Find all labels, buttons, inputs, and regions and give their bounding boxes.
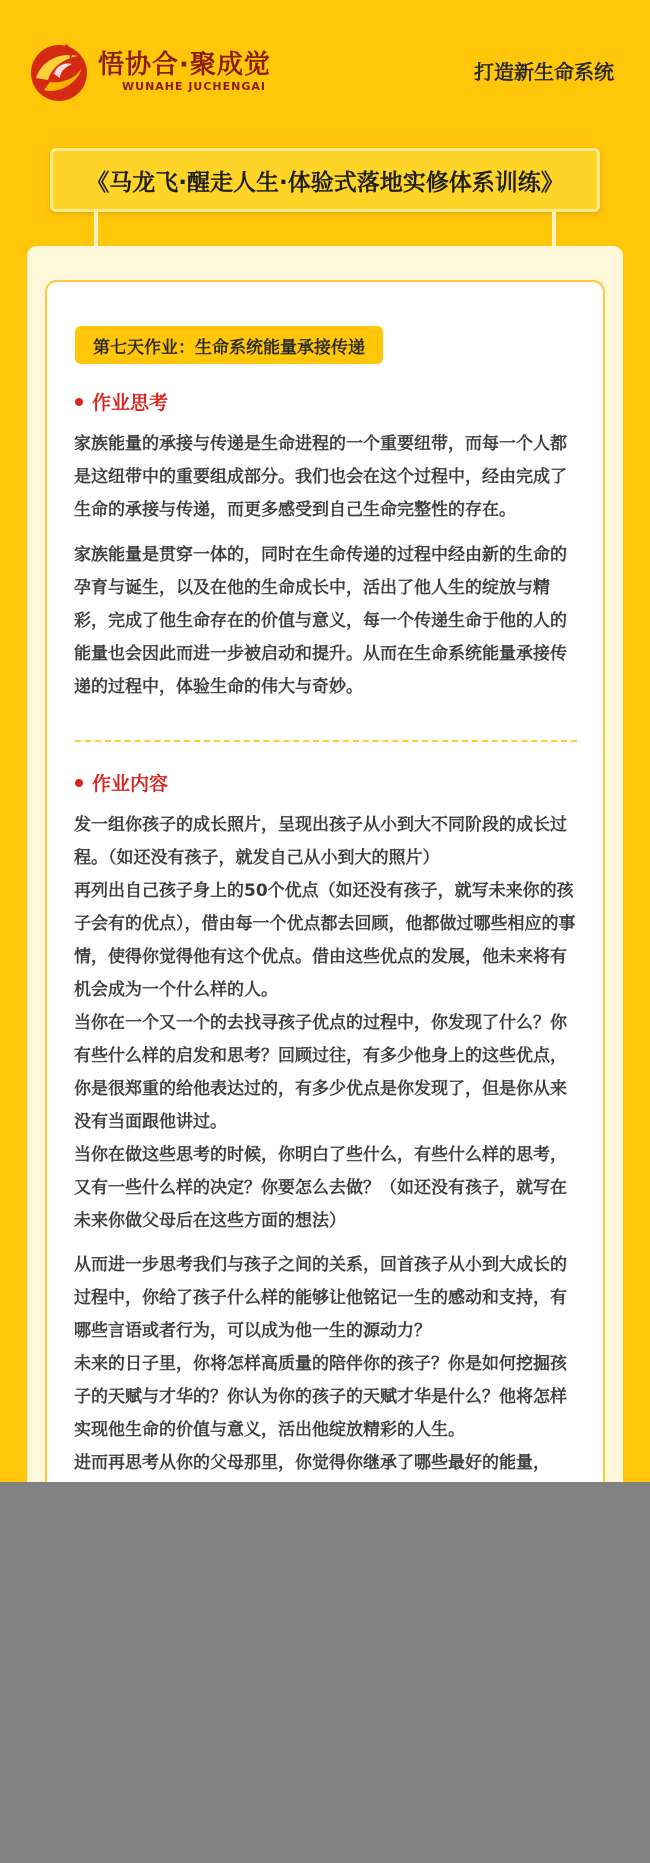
title-banner bbox=[50, 148, 600, 212]
section-heading-thinking bbox=[75, 388, 168, 415]
paragraph: 家族能量的承接与传递是生命进程的一个重要纽带，而每一个人都是这纽带中的重要组成部分。我们也会在这个过程中，经由完成了生命的承接与传递，而更多感受到自己生命完整性的存在。 bbox=[74, 434, 567, 520]
section-heading-content bbox=[75, 769, 168, 796]
section-heading-label: 作业思考 bbox=[92, 392, 169, 414]
paragraph: 当你在一个又一个的去找寻孩子优点的过程中，你发现了什么？你有些什么样的启发和思考？回顾过往，有多少他身上的这些优点，你是很郑重的给他表达过的，有多少优点是你发现了，但是你从来没有当面跟他讲过。 bbox=[74, 1013, 567, 1132]
section-heading-label: 作业内容 bbox=[92, 773, 169, 795]
homework-badge: 第七天作业：生命系统能量承接传递 bbox=[75, 326, 383, 364]
unloaded-area bbox=[0, 1482, 650, 1863]
paragraph: 当你在做这些思考的时候，你明白了些什么，有些什么样的思考，又有一些什么样的决定？你要怎么去做？（如还没有孩子，就写在未来你做父母后在这些方面的想法） bbox=[74, 1145, 567, 1231]
thinking-paragraph-1 bbox=[74, 428, 579, 527]
paragraph: 再列出自己孩子身上的50个优点（如还没有孩子，就写未来你的孩子会有的优点），借由每一个优点都去回顾，他都做过哪些相应的事情，使得你觉得他有这个优点。借由这些优点的发展，他未来将有机会成为一个什么样的人。 bbox=[74, 881, 576, 1000]
dashed-divider bbox=[75, 740, 577, 742]
paragraph: 发一组你孩子的成长照片，呈现出孩子从小到大不同阶段的成长过程。（如还没有孩子，就发自己从小到大的照片） bbox=[74, 815, 567, 868]
paragraph: 从而进一步思考我们与孩子之间的关系，回首孩子从小到大成长的过程中，你给了孩子什么样的能够让他铭记一生的感动和支持，有哪些言语或者行为，可以成为他一生的源动力？ bbox=[74, 1255, 567, 1341]
content-group-1 bbox=[74, 809, 579, 1238]
paragraph: 未来的日子里，你将怎样高质量的陪伴你的孩子？你是如何挖掘孩子的天赋与才华的？你认为你的孩子的天赋才华是什么？他将怎样实现他生命的价值与意义，活出他绽放精彩的人生。 bbox=[74, 1354, 567, 1440]
bullet-dot-icon bbox=[75, 779, 83, 787]
thinking-paragraph-2 bbox=[74, 539, 579, 704]
content-group-2 bbox=[74, 1249, 579, 1480]
brand-logo bbox=[26, 38, 271, 108]
paragraph: 家族能量是贯穿一体的，同时在生命传递的过程中经由新的生命的孕育与诞生，以及在他的生命成长中，活出了他人生的绽放与精彩，完成了他生命存在的价值与意义，每一个传递生命于他的人的能量也会因此而进一步被启动和提升。从而在生命系统能量承接传递的过程中，体验生命的伟大与奇妙。 bbox=[74, 545, 567, 697]
brand-name-en: WUNAHE JUCHENGAI bbox=[122, 80, 266, 93]
bullet-dot-icon bbox=[75, 398, 83, 406]
brand-name-cn: 悟协合·聚成觉 bbox=[98, 50, 271, 80]
flame-swirl-logo-icon bbox=[26, 38, 92, 104]
paragraph: 进而再思考从你的父母那里，你觉得你继承了哪些最好的能量， bbox=[74, 1453, 550, 1473]
tagline: 打造新生命系统 bbox=[474, 60, 614, 84]
page-title: 《马龙飞·醒走人生·体验式落地实修体系训练》 bbox=[86, 169, 564, 196]
